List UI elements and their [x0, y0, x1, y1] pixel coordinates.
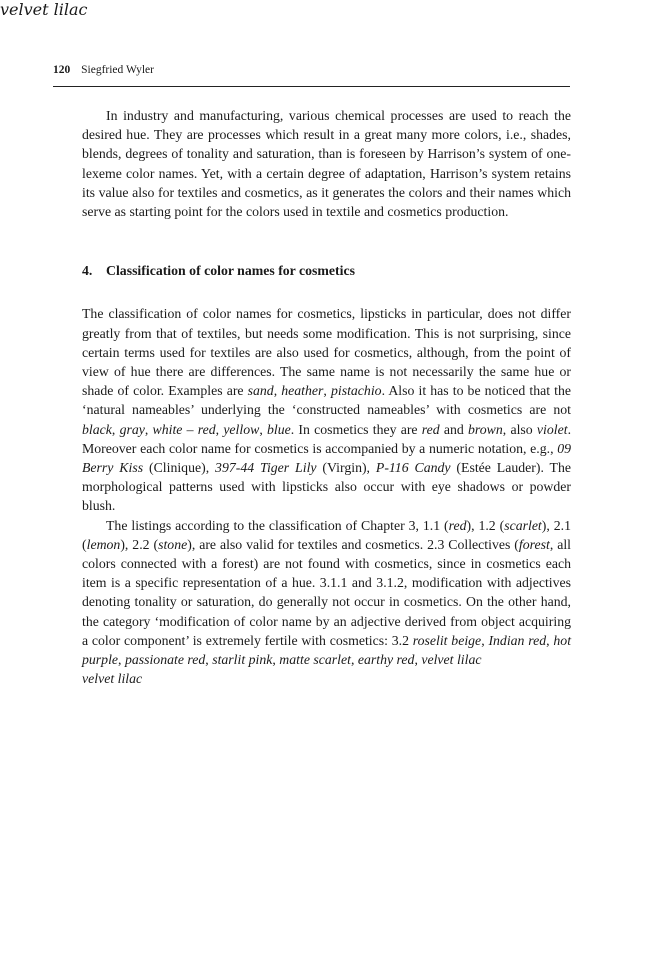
running-head	[53, 60, 570, 87]
page-number: 120	[53, 64, 71, 76]
section-heading	[82, 261, 571, 280]
running-head-author: Siegfried Wyler	[81, 64, 154, 76]
paragraph-1: In industry and manufacturing, various chemical processes are used to reach the desired hue. They are processes which result in a great many more colors, i.e., shades, blends, degrees of tonality and saturation, than is foreseen by Harrison’s system of one-lexeme color names. Yet, with a certain degree of adaptation, Harrison’s system retains its value also for textiles and cosmetics, as it generates the colors and their names which serve as starting point for the colors used in textile and cosmetics production.	[82, 108, 571, 220]
section-title: Classification of color names for cosmetics	[106, 263, 355, 279]
section-number: 4.	[82, 263, 93, 279]
paragraph-2: The classification of color names for cosmetics, lipsticks in particular, does not differ greatly from that of textiles, but needs some modification. This is not surprising, since certain terms used for textiles are also used for cosmetics, although, from the point of view of hue there are differences. The same name is not necessarily the same hue or shade of color. Examples are sand, heather, pistachio. Also it has to be noticed that the ‘natural nameables’ underlying the ‘constructed nameables’ with cosmetics are not black, gray, white – red, yellow, blue. In cosmetics they are red and brown, also violet. Moreover each color name for cosmetics is accompanied by a numeric notation, e.g., 09 Berry Kiss (Clinique), 397-44 Tiger Lily (Virgin), P-116 Candy (Estée Lauder). The morphological patterns used with lipsticks also occur with eye shadows or powder blush.	[82, 306, 572, 514]
paragraph-3: The listings according to the classification of Chapter 3, 1.1 (red), 1.2 (scarlet), 2.1 (lemon), 2.2 (stone), are also valid for textiles and cosmetics. 2.3 Collectives (forest, all colors connected with a forest) are not found with cosmetics, since in cosmetics each item is a specific representation of a hue. 3.1.1 and 3.1.2, modification with adjectives denoting tonality or saturation, do generally not occur in cosmetics. On the other hand, the category ‘modification of color name by an adjective derived from object acquiring a color component’ is extremely fertile with cosmetics: 3.2 roselit beige, Indian red, hot purple, passionate red, starlit pink, matte scarlet, earthy red, velvet lilac	[82, 517, 572, 668]
page-body: In industry and manufacturing, various chemical processes are used to reach the desired hue. They are processes which result in a great many more colors, i.e., shades, blends, degrees of tonality and saturation, than is foreseen by Harrison’s system of one-lexeme color names. Yet, with a certain degree of adaptation, Harrison’s system retains its value also for textiles and cosmetics, as it generates the colors and their names which serve as starting point for the colors used in textile and cosmetics production. 4. Classification of color names for cosmetics The classification of color names for cosmetics, lipsticks in particular, does not differ greatly from that of textiles, but needs some modification. This is not surprising, since certain terms used for textiles are also used for cosmetics, although, from the point of view of hue there are differences. The same name is not necessarily the same hue or shade of color. Examples are sand, heather, pistachio. Also it has to be noticed that the ‘natural nameables’ underlying the ‘constructed nameables’ with cosmetics are not black, gray, white – red, yellow, blue. In cosmetics they are red and brown, also violet. Moreover each color name for cosmetics is accompanied by a numeric notation, e.g., 09 Berry Kiss (Clinique), 397-44 Tiger Lily (Virgin), P-116 Candy (Estée Lauder). The morphological patterns used with lipsticks also occur with eye shadows or powder blush. The listings according to the classification of Chapter 3, 1.1 (red), 1.2 (scarlet), 2.1 (lemon), 2.2 (stone), are also valid for textiles and cosmetics. 2.3 Collectives (forest, all colors connected with a forest) are not found with cosmetics, since in cosmetics each item is a specific representation of a hue. 3.1.1 and 3.1.2, modification with adjectives denoting tonality or saturation, do generally not occur in cosmetics. On the other hand, the category ‘modification of color name by an adjective derived from object acquiring a color component’ is extremely fertile with cosmetics: 3.2 roselit beige, Indian red, hot purple, passionate red, starlit pink, matte scarlet, earthy red, velvet lilac velvet lilac	[82, 108, 572, 687]
